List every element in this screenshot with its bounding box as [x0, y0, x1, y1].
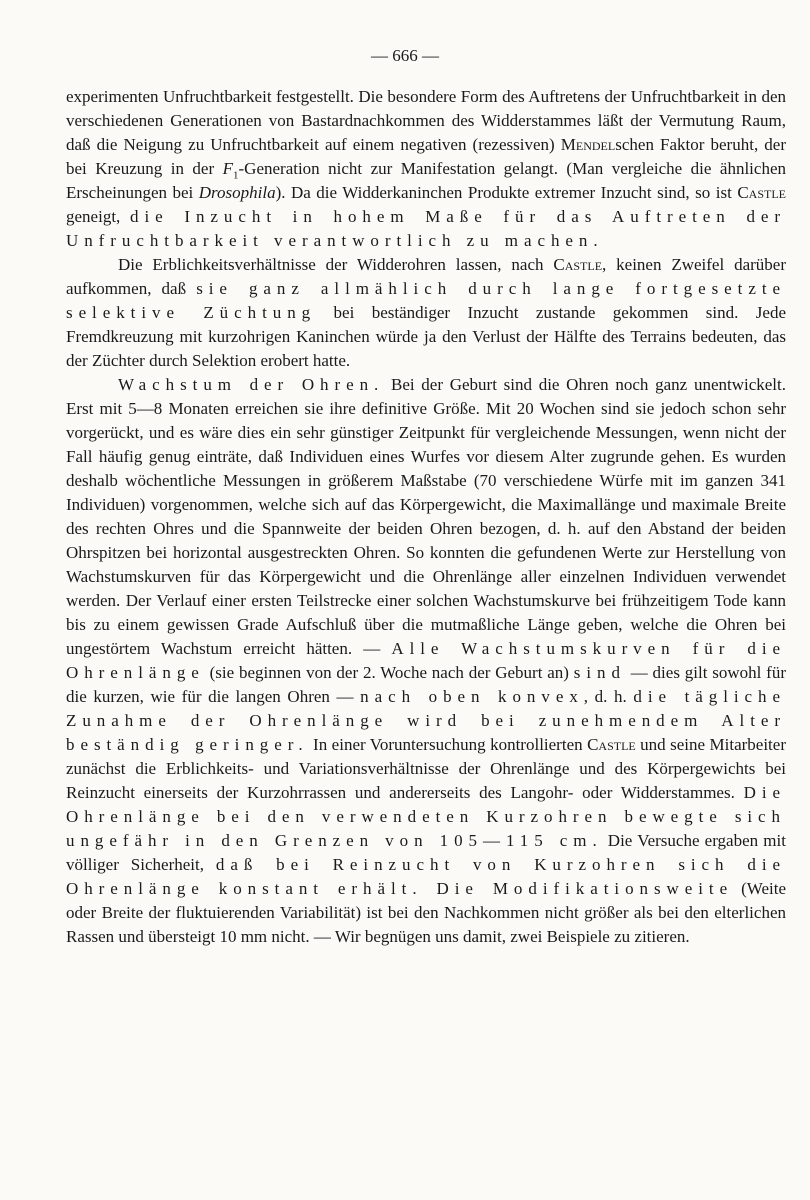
spaced-emphasis-text: Wachstum der Ohren.: [118, 375, 385, 394]
spaced-emphasis-text: nach oben konvex: [360, 687, 584, 706]
text-run: Die Versuche ergaben mit völliger Sicherheit,: [66, 831, 786, 874]
author-name: Mendel: [560, 135, 616, 154]
italic-text: F: [222, 159, 233, 178]
text-run: ). Da die Widderkaninchen Produkte extremer Inzucht sind, so ist: [275, 183, 738, 202]
text-run: und seine Mitarbeiter zunächst die Erblichkeits- und Variationsverhältnisse der Ohrenlänge und des Körpergewichts bei Reinzucht einerseits der Kurzohrrassen und andererseits des Langohr- oder Widderstammes.: [66, 735, 786, 802]
spaced-emphasis-text: Die Ohrenlänge bei den verwendeten Kurzohren bewegte sich ungefähr in den Grenzen von 105—115 cm.: [66, 783, 786, 850]
text-run: , keinen Zweifel darüber aufkommen, daß: [66, 255, 786, 298]
text-run: In einer Voruntersuchung kontrollierten: [308, 735, 588, 754]
text-run: (Weite oder Breite der fluktuierenden Variabilität) ist bei den Nachkommen nicht größer als bei den elterlichen Rassen und übersteigt 10 mm nicht. — Wir begnügen uns damit, zwei Beispiele zu zitieren.: [66, 879, 786, 946]
author-name: Castle: [587, 735, 636, 754]
text-run: -Generation nicht zur Manifestation gelangt. (Man vergleiche die ähnlichen Erscheinungen bei: [66, 159, 786, 202]
body-text: [66, 85, 786, 949]
subscript-text: 1: [233, 169, 239, 182]
text-run: — dies gilt sowohl für die kurzen, wie für die langen Ohren —: [66, 663, 786, 706]
text-run: Die Erblichkeitsverhältnisse der Widderohren lassen, nach: [118, 255, 554, 274]
spaced-emphasis-text: die Inzucht in hohem Maße für das Auftreten der Unfruchtbarkeit verantwortlich zu machen.: [66, 207, 786, 250]
text-run: Bei der Geburt sind die Ohren noch ganz unentwickelt. Erst mit 5—8 Monaten erreichen sie ihre definitive Größe. Mit 20 Wochen sind sie jedoch schon sehr vorgerückt, und es wäre dies ein sehr günstiger Zeitpunkt für vergleichende Messungen, wenn nicht der Fall häufig genug einträte, daß Individuen eines Wurfes vor diesem Alter zugrunde gehen. Es wurden deshalb wöchentliche Messungen in größerem Maßstabe (70 verschiedene Würfe mit im ganzen 341 Individuen) vorgenommen, welche sich auf das Körpergewicht, die Maximallänge und maximale Breite des rechten Ohres und die Spannweite der beiden Ohren bezogen, d. h. auf den Abstand der beiden Ohrspitzen bei horizontal ausgestreckten Ohren. So konnten die gefundenen Werte zur Herstellung von Wachstumskurven für das Körpergewicht und die Ohrenlänge aller einzelnen Individuen verwendet werden. Der Verlauf einer ersten Teilstrecke einer solchen Wachstumskurve bei frühzeitigem Tode kann bis zu einem gewissen Grade Aufschluß über die mutmaßliche Länge geben, welche die Ohren bei ungestörtem Wachstum erreicht hätten. —: [66, 375, 786, 658]
paragraph-infertility: [66, 85, 786, 253]
spaced-emphasis-text: sind: [573, 663, 626, 682]
text-run: , d. h.: [583, 687, 634, 706]
text-run: experimenten Unfruchtbarkeit festgestellt. Die besondere Form des Auftretens der Unfruchtbarkeit in den verschiedenen Generationen von Bastardnachkommen des Widderstammes läßt der Vermutung Raum, daß die Neigung zu Unfruchtbarkeit auf einem negativen (rezessiven): [66, 87, 786, 154]
text-run: bei beständiger Inzucht zustande gekommen sind. Jede Fremdkreuzung mit kurzohrigen Kaninchen würde ja den Verlust der Hälfte des Terrains bedeuten, das der Züchter durch Selektion erobert hatte.: [66, 303, 786, 370]
paragraph-ear-growth: [66, 373, 786, 949]
spaced-emphasis-text: Alle Wachstumskurven für die Ohrenlänge: [66, 639, 787, 682]
spaced-emphasis-text: daß bei Reinzucht von Kurzohren sich die Ohrenlänge konstant erhält. Die Modifikationsweite: [66, 855, 786, 898]
text-run: (sie beginnen von der 2. Woche nach der Geburt an): [204, 663, 574, 682]
text-run: schen Faktor beruht, der bei Kreuzung in der: [66, 135, 786, 178]
text-run: geneigt,: [66, 207, 131, 226]
author-name: Castle: [553, 255, 603, 274]
italic-text: Drosophila: [198, 183, 276, 202]
page-number: — 666 —: [371, 46, 439, 65]
spaced-emphasis-text: sie ganz allmählich durch lange fortgesetzte selektive Züchtung: [66, 279, 786, 322]
spaced-emphasis-text: die tägliche Zunahme der Ohrenlänge wird bei zunehmendem Alter beständig geringer.: [66, 687, 786, 754]
paragraph-inheritance: [66, 253, 786, 373]
author-name: Castle: [737, 183, 786, 202]
